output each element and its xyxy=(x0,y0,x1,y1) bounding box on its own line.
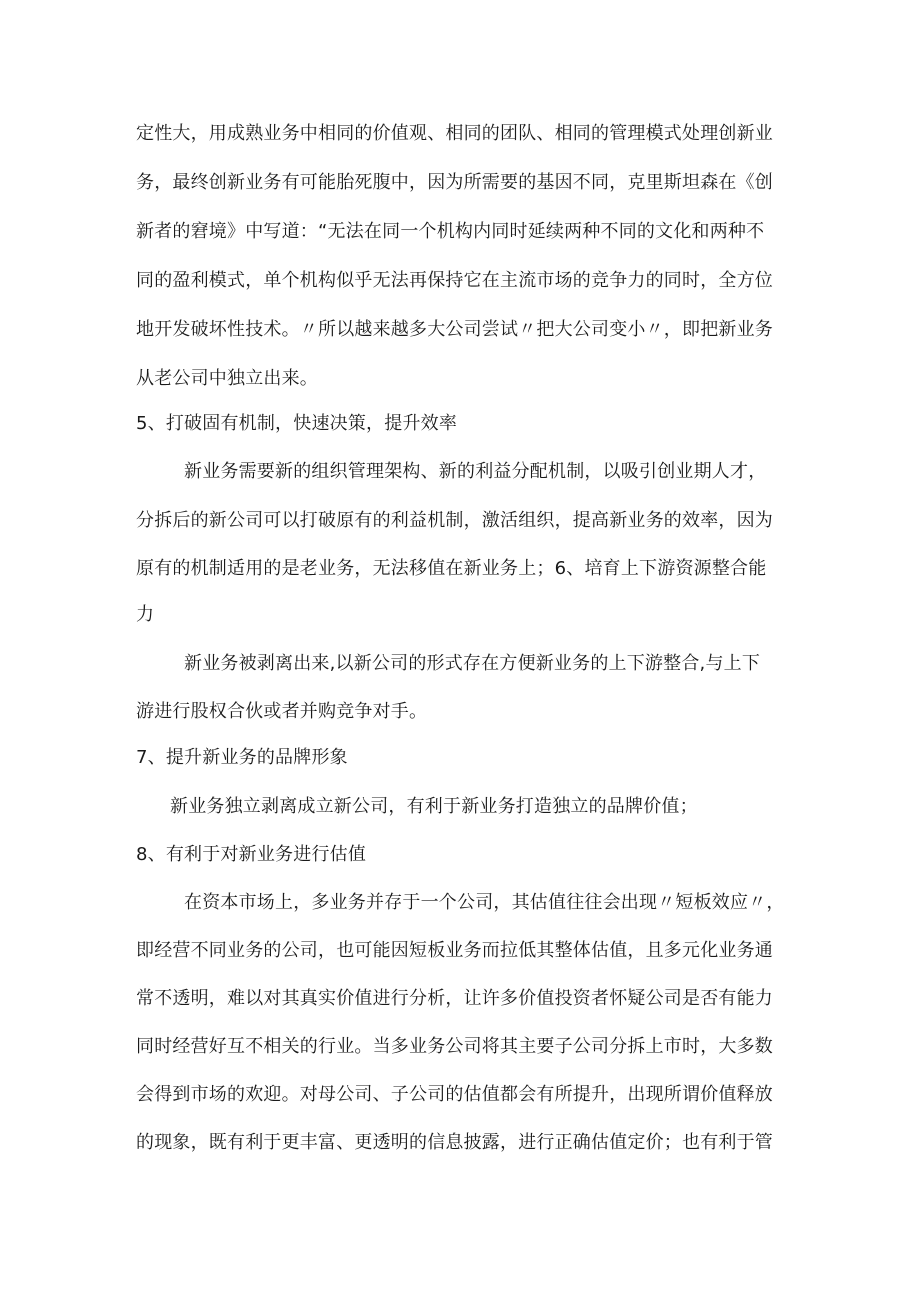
text-line: 新者的窘境》中写道：“无法在同一个机构内同时延续两种不同的文化和两种不 xyxy=(136,221,765,242)
paragraph-first-line: 新业务需要新的组织管理架构、新的利益分配机制，以吸引创业期人才， xyxy=(184,461,767,482)
text-line: 从老公司中独立出来。 xyxy=(136,368,318,389)
section-heading: 7、提升新业务的品牌形象 xyxy=(136,747,348,768)
text-line: 即经营不同业务的公司，也可能因短板业务而拉低其整体估值，且多元化业务通 xyxy=(136,940,773,961)
text-line: 的现象，既有利于更丰富、更透明的信息披露，进行正确估值定价；也有利于管 xyxy=(136,1132,773,1153)
text-line: 务，最终创新业务有可能胎死腹中，因为所需要的基因不同，克里斯坦森在《创 xyxy=(136,172,773,193)
text-line: 定性大，用成熟业务中相同的价值观、相同的团队、相同的管理模式处理创新业 xyxy=(136,123,773,144)
section-heading: 8、有利于对新业务进行估值 xyxy=(136,844,367,865)
text-line: 地开发破坏性技术。〃所以越来越多大公司尝试〃把大公司变小〃，即把新业务 xyxy=(136,319,773,340)
paragraph-first-line: 新业务独立剥离成立新公司，有利于新业务打造独立的品牌价值； xyxy=(170,796,698,817)
text-line: 游进行股权合伙或者并购竞争对手。 xyxy=(136,701,428,722)
text-line: 原有的机制适用的是老业务，无法移值在新业务上；6、培育上下游资源整合能 xyxy=(136,558,767,579)
text-line: 分拆后的新公司可以打破原有的利益机制，激活组织，提高新业务的效率，因为 xyxy=(136,510,773,531)
text-line: 常不透明，难以对其真实价值进行分析，让许多价值投资者怀疑公司是否有能力 xyxy=(136,988,773,1009)
section-heading: 5、打破固有机制，快速决策，提升效率 xyxy=(136,413,458,434)
text-line: 会得到市场的欢迎。对母公司、子公司的估值都会有所提升，出现所谓价值释放 xyxy=(136,1084,773,1105)
text-line: 力 xyxy=(136,604,155,625)
text-line: 同的盈利模式，单个机构似乎无法再保持它在主流市场的竞争力的同时，全方位 xyxy=(136,270,773,291)
paragraph-first-line: 在资本市场上，多业务并存于一个公司，其估值往往会出现〃短板效应〃， xyxy=(184,892,785,913)
paragraph-first-line: 新业务被剥离出来,以新公司的形式存在方便新业务的上下游整合,与上下 xyxy=(184,653,761,674)
text-line: 同时经营好互不相关的行业。当多业务公司将其主要子公司分拆上市时，大多数 xyxy=(136,1036,773,1057)
